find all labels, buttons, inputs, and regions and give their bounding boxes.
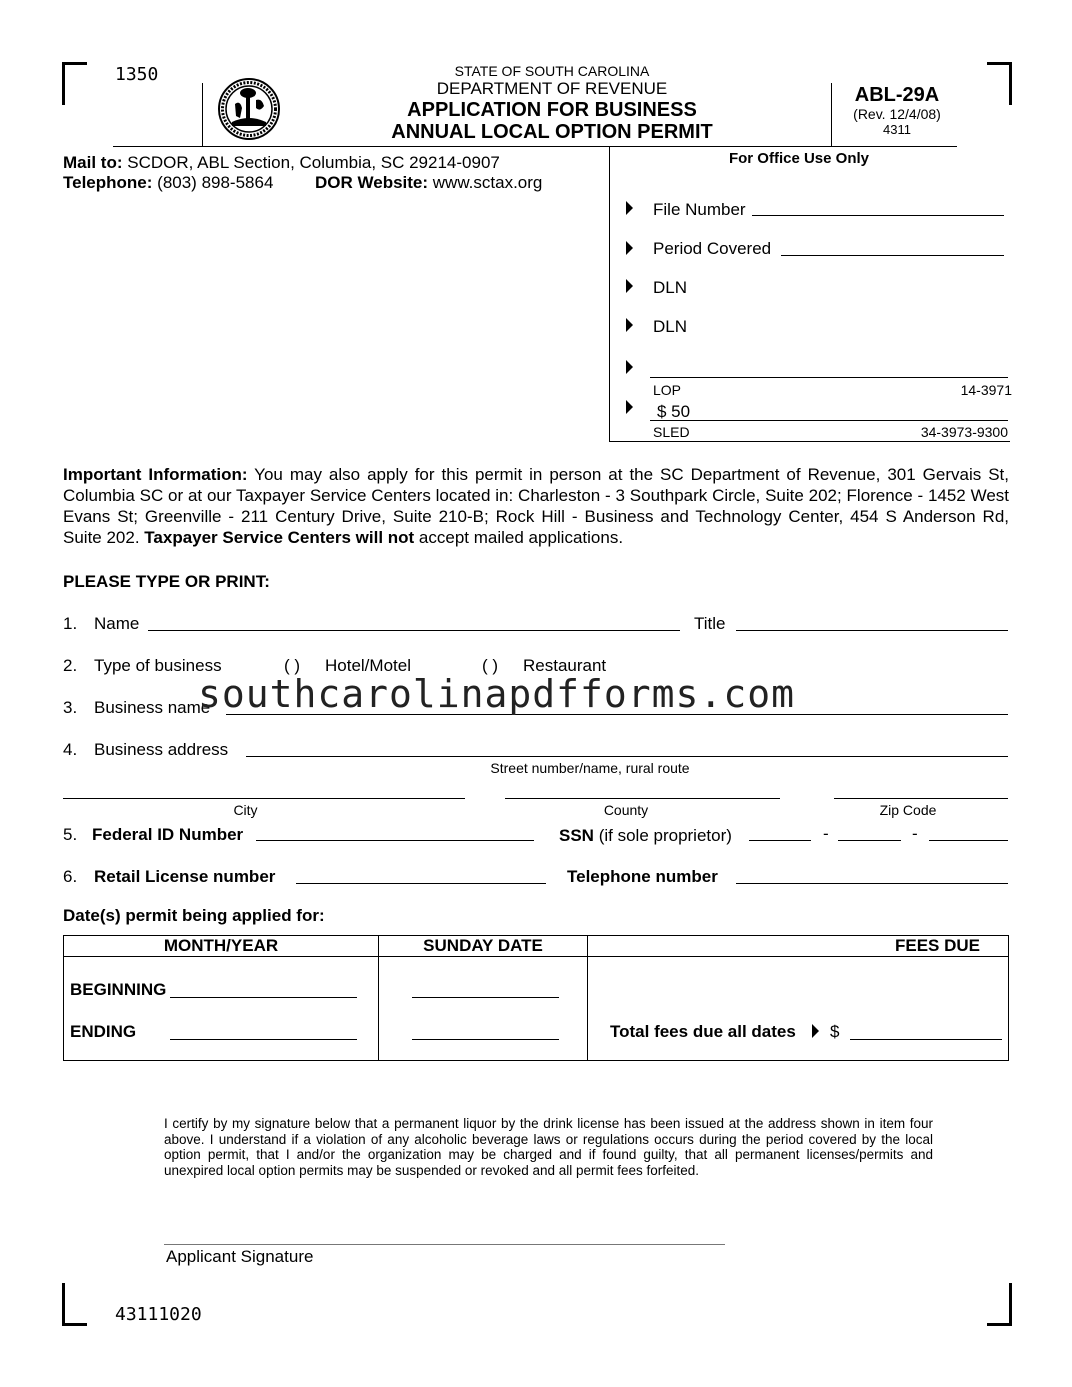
certification-text: I certify by my signature below that a permanent liquor by the drink license has been issued at the address shown in item four above. I understand if a violation of any alcoholic beverage laws or regulations occurs during the period covered by the local option permit, that I and/or the organization may be charged and if found guilty, that all permanent licenses/permits and unexpired local option permits may be suspended or revoked and all permit fees forfeited.: [164, 1116, 933, 1178]
business-address-label: Business address: [94, 740, 229, 759]
ssn-field-part1[interactable]: [749, 840, 811, 841]
ssn-field-part3[interactable]: [929, 840, 1008, 841]
arrow-icon: [626, 360, 633, 374]
footer-code: 43111020: [115, 1304, 202, 1325]
header-titles: [320, 63, 784, 143]
form-code: 1350: [115, 64, 159, 85]
mail-to-label: Mail to:: [63, 153, 123, 172]
ssn-dash-2: -: [912, 824, 918, 843]
county-field[interactable]: [505, 798, 780, 799]
sled-code: 34-3973-9300: [920, 424, 1008, 440]
fees-due-header: FEES DUE: [588, 936, 1009, 957]
website-line: [315, 173, 542, 193]
mail-to-address: SCDOR, ABL Section, Columbia, SC 29214-0907: [127, 153, 500, 172]
website-label: DOR Website:: [315, 173, 429, 192]
corner-mark-top-right: [987, 62, 1012, 105]
federal-id-label: Federal ID Number: [92, 825, 244, 844]
department-name: DEPARTMENT OF REVENUE: [436, 79, 668, 98]
office-use-title: For Office Use Only: [728, 150, 870, 167]
restaurant-label: Restaurant: [523, 656, 607, 675]
beginning-sunday-field[interactable]: [412, 997, 559, 998]
name-label: Name: [94, 614, 140, 633]
mail-to-line: [63, 153, 500, 173]
telephone-label: Telephone:: [63, 173, 153, 192]
corner-mark-bottom-right: [987, 1283, 1012, 1326]
telephone-line: [63, 173, 273, 193]
dln-label-2: DLN: [653, 317, 688, 336]
telephone-number-label: Telephone number: [567, 867, 718, 886]
arrow-icon: [626, 400, 633, 414]
month-year-header: MONTH/YEAR: [64, 936, 379, 957]
period-covered-field[interactable]: [781, 255, 1004, 256]
corner-mark-bottom-left: [62, 1283, 87, 1326]
ssn-label: [559, 826, 732, 846]
city-caption: City: [233, 802, 258, 818]
form-id-block: [838, 84, 956, 137]
dln-label-1: DLN: [653, 278, 688, 297]
ending-sunday-field[interactable]: [412, 1039, 559, 1040]
retail-license-field[interactable]: [296, 883, 546, 884]
signature-field[interactable]: [164, 1244, 725, 1245]
ssn-note: (if sole proprietor): [598, 826, 732, 845]
type-of-business-label: Type of business: [94, 656, 222, 675]
currency-symbol: $: [830, 1022, 840, 1041]
file-number-label: File Number: [653, 200, 746, 219]
hotel-motel-label: Hotel/Motel: [325, 656, 411, 675]
zip-caption: Zip Code: [879, 802, 937, 818]
important-label: Important Information:: [63, 465, 248, 484]
ending-label: ENDING: [70, 1022, 137, 1041]
title-field[interactable]: [736, 630, 1008, 631]
corner-mark-top-left: [62, 62, 87, 105]
arrow-icon: [626, 241, 633, 255]
ssn-dash-1: -: [823, 824, 829, 843]
retail-license-label: Retail License number: [94, 867, 276, 886]
permit-amount: $ 50: [657, 402, 691, 421]
name-field[interactable]: [148, 630, 680, 631]
lop-code: 14-3971: [960, 382, 1012, 398]
signature-label: Applicant Signature: [166, 1247, 314, 1266]
item-number-1: 1.: [63, 614, 78, 633]
arrow-icon: [626, 279, 633, 293]
fees-due-cell: [588, 957, 1009, 1061]
state-seal-icon: [218, 78, 280, 140]
telephone-value: (803) 898-5864: [157, 173, 274, 192]
file-number-field[interactable]: [752, 215, 1004, 216]
item-number-3: 3.: [63, 698, 78, 717]
ssn-field-part2[interactable]: [838, 840, 901, 841]
item-number-5: 5.: [63, 825, 78, 844]
city-field[interactable]: [63, 798, 465, 799]
dates-fees-table: [63, 935, 1009, 1061]
telephone-number-field[interactable]: [736, 883, 1008, 884]
form-id: ABL-29A: [854, 84, 940, 106]
sunday-date-header: SUNDAY DATE: [379, 936, 588, 957]
item-number-4: 4.: [63, 740, 78, 759]
important-text: You may also apply for this permit in person at the SC Department of Revenue, 301 Gervais St, Columbia SC or at our Taxpayer Service Centers located in: Charleston - 3 Southpark Circle, Suite 202; Florence - 1452 West Evans St; Greenville - 211 Century Drive, Suite 210-B; Rock Hill - Business and Technology Center, 454 S Anderson Rd, Suite 202.: [63, 465, 1009, 547]
county-caption: County: [603, 802, 649, 818]
item-number-2: 2.: [63, 656, 78, 675]
form-title-line2: ANNUAL LOCAL OPTION PERMIT: [391, 121, 713, 143]
lop-label: LOP: [653, 382, 682, 398]
beginning-label: BEGINNING: [70, 980, 167, 999]
state-name: STATE OF SOUTH CAROLINA: [454, 63, 650, 79]
hotel-motel-checkbox[interactable]: ( ): [284, 656, 301, 675]
important-information: [63, 464, 1009, 548]
website-value[interactable]: www.sctax.org: [432, 173, 543, 192]
title-label: Title: [694, 614, 726, 633]
business-name-label: Business name: [94, 698, 211, 717]
total-fees-field[interactable]: [850, 1039, 1002, 1040]
month-year-cell: [64, 957, 379, 1061]
lop-field[interactable]: [650, 377, 1008, 378]
important-bold-note: Taxpayer Service Centers will not: [144, 528, 415, 547]
header-divider-left: [202, 83, 203, 147]
form-revision: (Rev. 12/4/08): [853, 106, 941, 122]
sled-field: [650, 420, 1008, 421]
restaurant-checkbox[interactable]: ( ): [482, 656, 499, 675]
important-text-end: accept mailed applications.: [414, 528, 624, 547]
arrow-icon: [626, 201, 633, 215]
federal-id-field[interactable]: [256, 840, 534, 841]
item-number-6: 6.: [63, 867, 78, 886]
street-field[interactable]: [246, 756, 1008, 757]
watermark: southcarolinapdfforms.com: [198, 672, 795, 716]
sled-label: SLED: [653, 424, 690, 440]
street-caption: Street number/name, rural route: [490, 760, 690, 776]
form-title-line1: APPLICATION FOR BUSINESS: [407, 99, 697, 121]
zip-field[interactable]: [834, 798, 1008, 799]
dates-heading: Date(s) permit being applied for:: [63, 906, 325, 925]
ssn-bold: SSN: [559, 826, 594, 845]
total-fees-label: Total fees due all dates: [610, 1022, 796, 1041]
sunday-date-cell: [379, 957, 588, 1061]
form-number: 4311: [883, 122, 911, 137]
arrow-icon: [626, 318, 633, 332]
period-covered-label: Period Covered: [653, 239, 772, 258]
beginning-month-field[interactable]: [170, 997, 357, 998]
ending-month-field[interactable]: [170, 1039, 357, 1040]
header-divider-right: [831, 83, 832, 147]
please-type-heading: PLEASE TYPE OR PRINT:: [63, 572, 270, 591]
arrow-icon: [812, 1024, 819, 1038]
